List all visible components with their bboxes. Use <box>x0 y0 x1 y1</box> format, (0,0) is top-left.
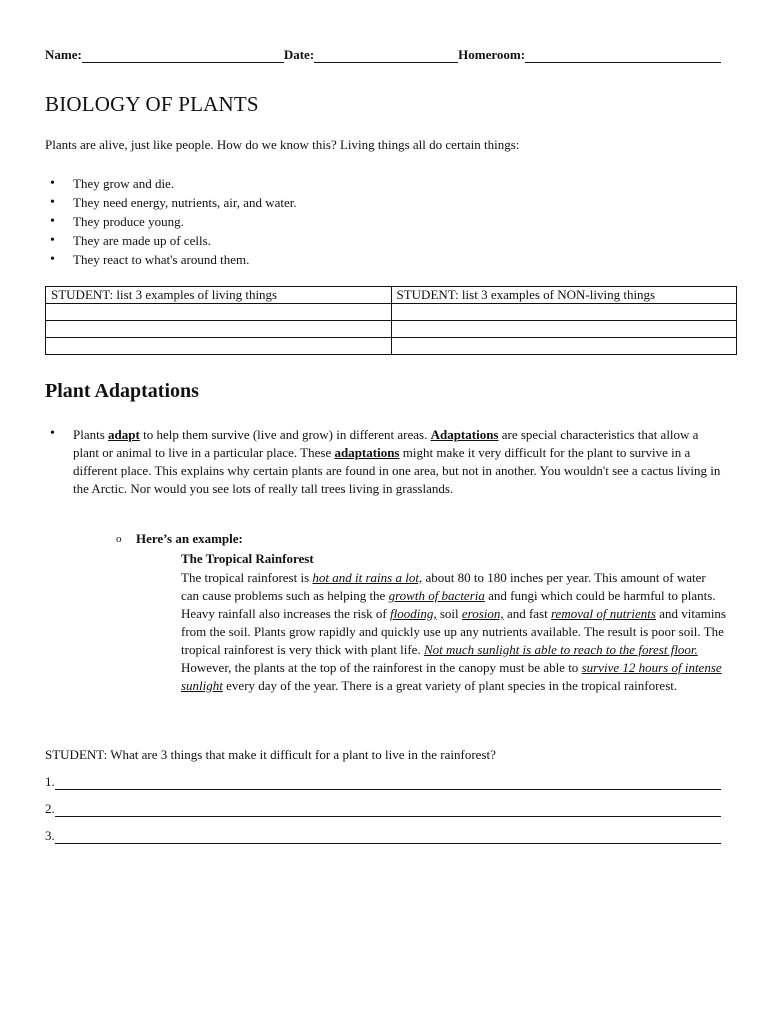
answer-number: 1. <box>45 774 55 789</box>
text-run: However, the plants at the top of the rainforest in the canopy must be able to <box>181 660 582 675</box>
page-title: BIOLOGY OF PLANTS <box>45 92 259 116</box>
adaptations-term: Adaptations <box>430 427 499 442</box>
list-item: • They react to what's around them. <box>45 250 297 269</box>
living-column-header: STUDENT: list 3 examples of living things <box>46 287 392 304</box>
date-label: Date: <box>283 47 315 62</box>
adaptations-heading: Plant Adaptations <box>45 380 199 402</box>
table-header-row <box>46 287 737 304</box>
answer-line-2[interactable] <box>45 801 721 817</box>
answer-field[interactable] <box>55 775 721 790</box>
emphasis: erosion, <box>461 606 504 621</box>
bullet-icon: • <box>50 426 55 441</box>
rainforest-paragraph <box>181 569 726 695</box>
list-item: • They are made up of cells. <box>45 231 297 250</box>
example-label: Here’s an example: <box>136 531 243 546</box>
text-run: The tropical rainforest is <box>181 570 313 585</box>
adaptations-paragraph <box>73 426 723 498</box>
emphasis: hot and it rains a lot, <box>312 570 423 585</box>
header-row <box>45 47 721 63</box>
table-row <box>46 304 737 321</box>
text-run: and fungi which could be harmful to plants. Heavy rainfall also increases the risk of <box>181 588 716 621</box>
homeroom-label: Homeroom: <box>458 47 526 62</box>
homeroom-field[interactable] <box>525 48 721 63</box>
name-label: Name: <box>45 47 82 62</box>
answer-field[interactable] <box>55 829 721 844</box>
living-cell[interactable] <box>46 304 392 321</box>
living-nonliving-table <box>45 286 737 355</box>
answer-number: 2. <box>45 801 55 816</box>
intro-text: Plants are alive, just like people. How do we know this? Living things all do certain things: <box>45 137 520 152</box>
text-run: are special characteristics that allow a plant or animal to live in a particular place. These <box>73 427 699 460</box>
answer-line-1[interactable] <box>45 774 721 790</box>
sub-bullet-icon: o <box>116 533 122 545</box>
emphasis: flooding, <box>390 606 437 621</box>
table-row <box>46 338 737 355</box>
text-run: might make it very difficult for the plant to survive in a different place. This explains why certain plants are found in one area, but not in another. You wouldn't see a cactus living in the Arctic. Nor would you see lots of really tall trees living in grasslands. <box>73 445 721 496</box>
date-field[interactable] <box>314 48 458 63</box>
text-run: soil <box>436 606 462 621</box>
list-item: • They grow and die. <box>45 174 297 193</box>
answer-field[interactable] <box>55 802 721 817</box>
text-run: to help them survive (live and grow) in different areas. <box>139 427 431 442</box>
adapt-term: adapt <box>108 427 140 442</box>
living-cell[interactable] <box>46 338 392 355</box>
name-field[interactable] <box>82 48 284 63</box>
emphasis: growth of bacteria <box>388 588 485 603</box>
rainforest-question: STUDENT: What are 3 things that make it difficult for a plant to live in the rainforest? <box>45 747 496 762</box>
rainforest-title: The Tropical Rainforest <box>181 551 314 566</box>
emphasis: survive 12 hours of intense sunlight <box>181 660 722 693</box>
emphasis: Not much sunlight is able to reach to the forest floor. <box>423 642 698 657</box>
emphasis: removal of nutrients <box>550 606 656 621</box>
text-run: Plants <box>73 427 109 442</box>
nonliving-cell[interactable] <box>391 304 737 321</box>
text-run: and vitamins from the soil. Plants grow rapidly and quickly use up any nutrients available. The result is poor soil. The tropical rainforest is very thick with plant life. <box>181 606 726 657</box>
living-cell[interactable] <box>46 321 392 338</box>
table-row <box>46 321 737 338</box>
text-run: about 80 to 180 inches per year. This amount of water can cause problems such as helping the <box>181 570 706 603</box>
nonliving-column-header: STUDENT: list 3 examples of NON-living things <box>391 287 737 304</box>
text-run: every day of the year. There is a great variety of plant species in the tropical rainforest. <box>222 678 678 693</box>
traits-list <box>45 174 297 269</box>
adaptations-term: adaptations <box>334 445 400 460</box>
list-item: • They produce young. <box>45 212 297 231</box>
nonliving-cell[interactable] <box>391 338 737 355</box>
list-item: • They need energy, nutrients, air, and water. <box>45 193 297 212</box>
answer-line-3[interactable] <box>45 828 721 844</box>
nonliving-cell[interactable] <box>391 321 737 338</box>
answer-number: 3. <box>45 828 55 843</box>
text-run: and fast <box>503 606 551 621</box>
